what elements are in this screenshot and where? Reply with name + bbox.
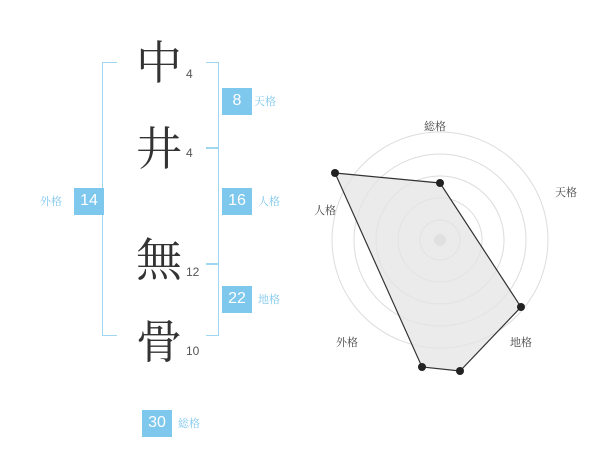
radar-axis-label-tenkaku: 天格 xyxy=(555,187,577,199)
radar-axis-label-soukaku: 総格 xyxy=(424,121,446,133)
tenkaku-label: 天格 xyxy=(254,96,276,108)
tenkaku-bracket xyxy=(206,62,219,148)
jinkaku-label: 人格 xyxy=(258,196,280,208)
stroke-count-2: 4 xyxy=(186,146,193,160)
gaikaku-value: 14 xyxy=(74,188,104,215)
radar-axis-label-chikaku: 地格 xyxy=(510,337,532,349)
gaikaku-label: 外格 xyxy=(40,196,62,208)
tenkaku-value: 8 xyxy=(222,88,252,115)
name-character-2: 井 xyxy=(136,122,182,176)
soukaku-label: 総格 xyxy=(178,418,200,430)
name-character-3: 無 xyxy=(136,233,182,287)
chikaku-value: 22 xyxy=(222,286,252,313)
jinkaku-value: 16 xyxy=(222,188,252,215)
gaikaku-bracket xyxy=(102,62,117,336)
name-character-4: 骨 xyxy=(136,315,182,369)
stroke-count-1: 4 xyxy=(186,67,193,81)
stroke-count-4: 10 xyxy=(186,344,200,358)
radar-data-polygon xyxy=(335,173,521,371)
radar-axis-label-gaikaku: 外格 xyxy=(336,337,358,349)
chikaku-bracket xyxy=(206,264,219,336)
stroke-count-3: 12 xyxy=(186,265,200,279)
radar-axis-label-jinkaku: 人格 xyxy=(314,205,336,217)
radar-chart xyxy=(300,100,580,380)
soukaku-value: 30 xyxy=(142,410,172,437)
chikaku-label: 地格 xyxy=(258,294,280,306)
jinkaku-bracket xyxy=(206,148,219,264)
name-character-1: 中 xyxy=(136,36,182,90)
